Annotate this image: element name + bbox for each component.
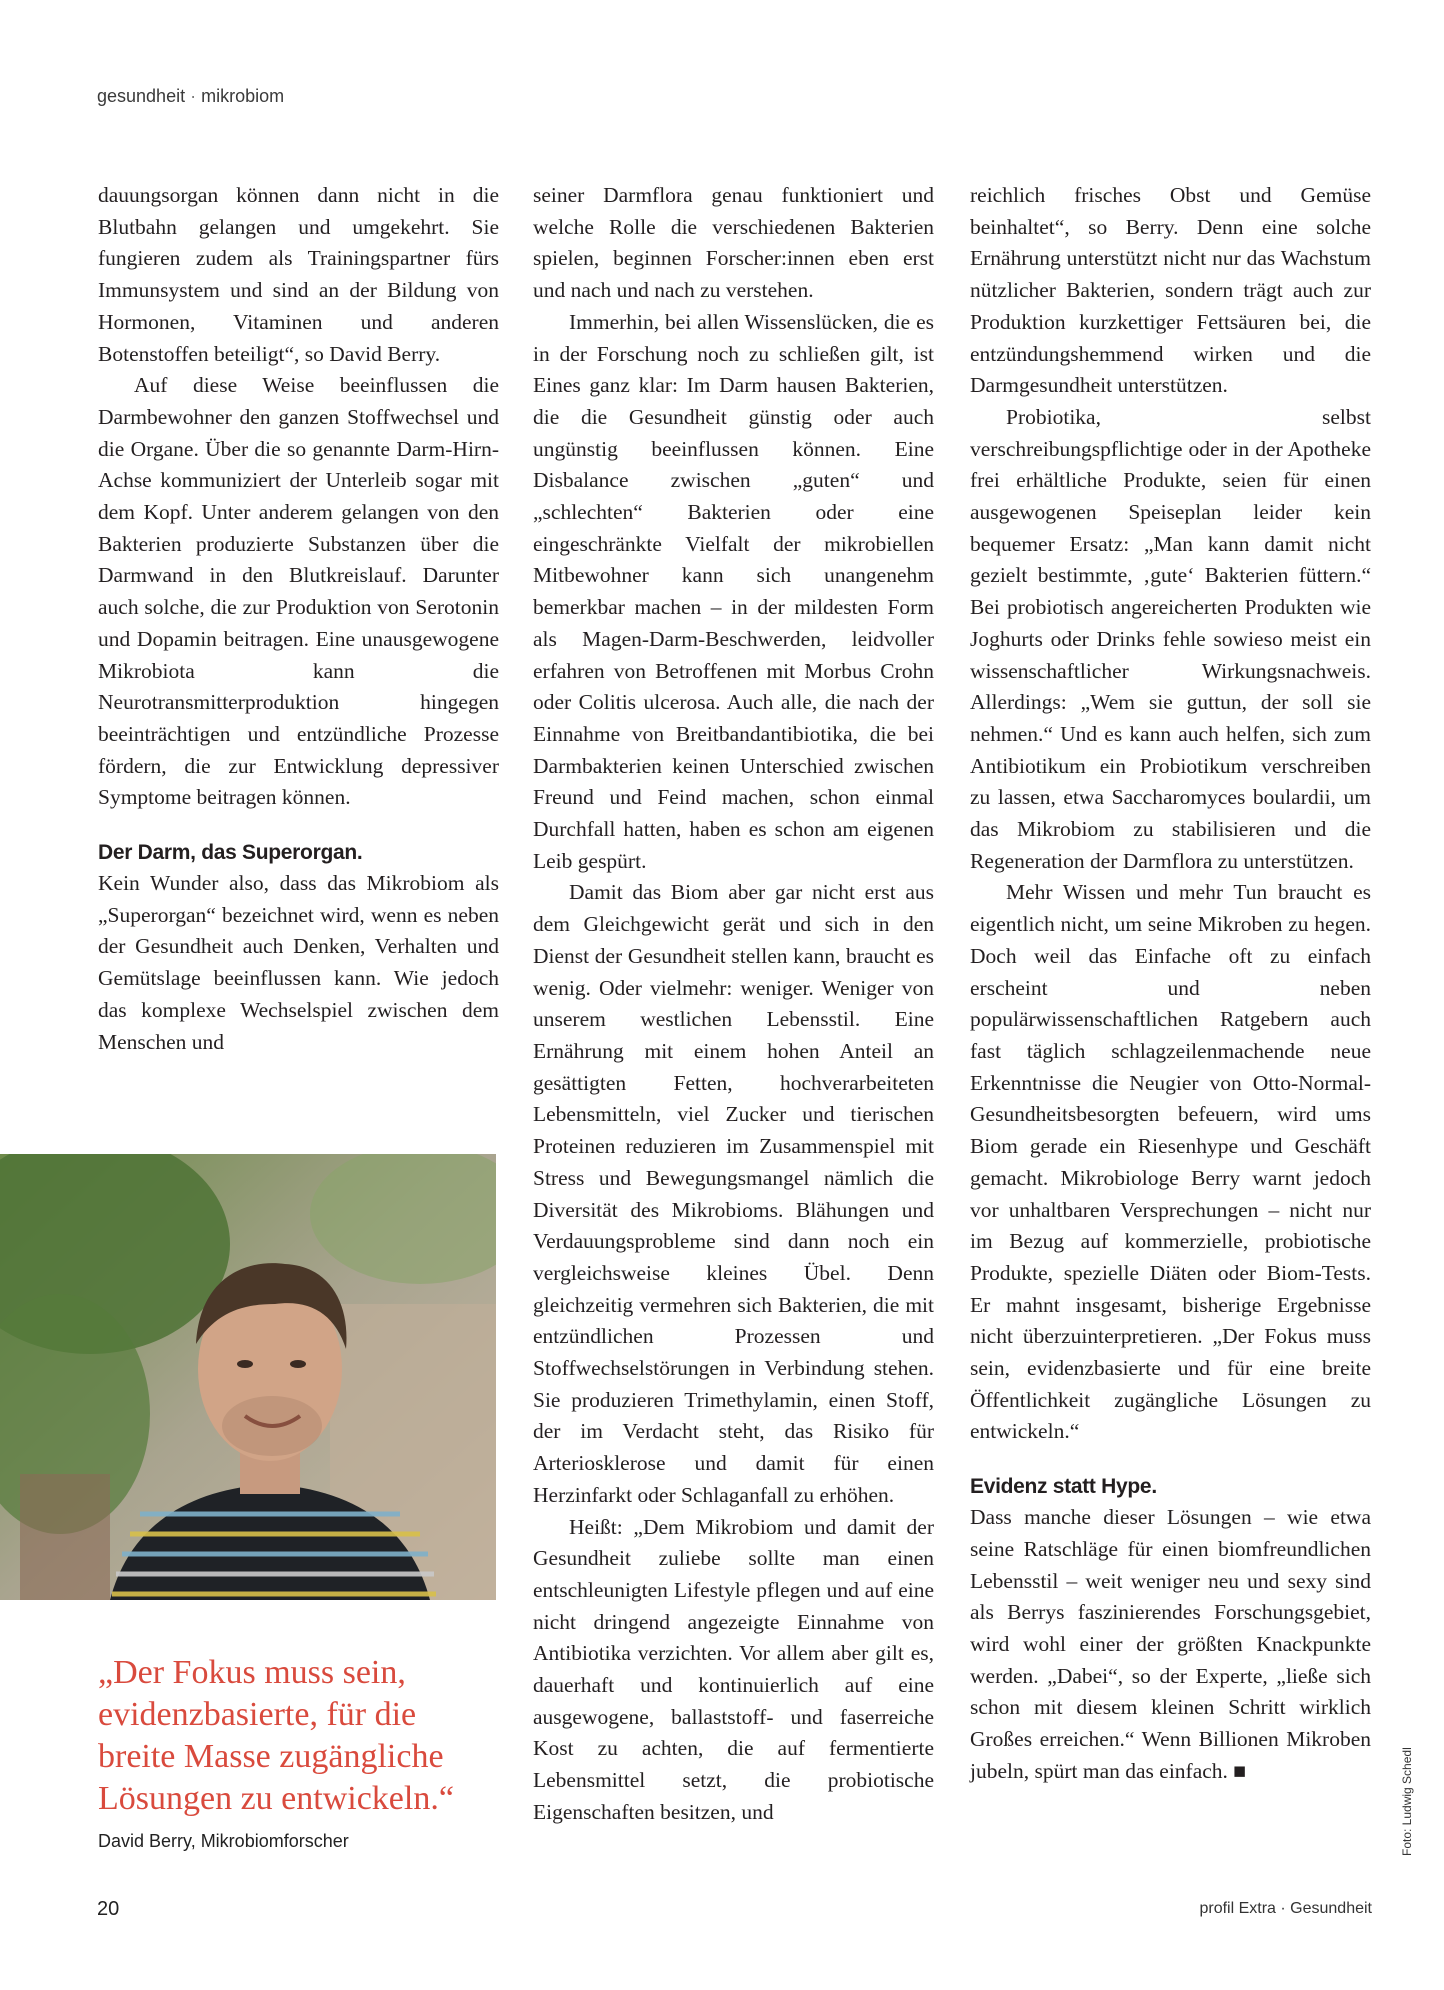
paragraph: seiner Darmflora genau funktioniert und welche Rolle die verschiedenen Bakterien spielen, beginnen Forscher:innen eben erst und nach und nach zu verstehen. (533, 183, 934, 303)
topic-label: mikrobiom (201, 86, 285, 106)
text-column-1 (98, 180, 499, 1058)
subheading: Evidenz statt Hype. (970, 1475, 1157, 1499)
text-column-2 (533, 180, 934, 1829)
paragraph: Mehr Wissen und mehr Tun braucht es eigentlich nicht, um seine Mikroben zu hegen. Doch weil das Einfache oft zu einfach erscheint und neben populärwissenschaftlichen Ratgebern auch fast täglich schlagzeilenmachende neue Erkenntnisse die Neugier von Otto-Normal-Gesundheitsbesorgten befeuern, wird ums Biom gerade ein Riesenhype und Geschäft gemacht. Mikrobiologe Berry warnt jedoch vor unhaltbaren Versprechungen – nicht nur im Bezug auf kommerzielle, probiotische Produkte, spezielle Diäten oder Biom-Tests. Er mahnt insgesamt, bisherige Ergebnisse nicht überzuinterpretieren. „Der Fokus muss sein, evidenzbasierte und für eine breite Öffentlichkeit zugängliche Lösungen zu entwickeln.“ (970, 880, 1371, 1444)
paragraph: Immerhin, bei allen Wissenslücken, die es in der Forschung noch zu schließen gilt, ist Eines ganz klar: Im Darm hausen Bakterien, die die Gesundheit günstig oder auch ungünstig beeinflussen können. Eine Disbalance zwischen „guten“ und „schlechten“ Bakterien oder eine eingeschränkte Vielfalt der mikrobiellen Mitbewohner kann sich unangenehm bemerkbar machen – in der mildesten Form als Magen-Darm-Beschwerden, leidvoller erfahren von Betroffenen mit Morbus Crohn oder Colitis ulcerosa. Auch alle, die nach der Einnahme von Breitbandantibiotika, die bei Darmbakterien keinen Unterschied zwischen Freund und Feind machen, schon einmal Durchfall hatten, haben es schon am eigenen Leib gespürt. (533, 309, 934, 873)
paragraph: dauungsorgan können dann nicht in die Blutbahn gelangen und umgekehrt. Sie fungieren zudem als Trainingspartner fürs Immunsystem und sind an der Bildung von Hormonen, Vitaminen und anderen Botenstoffen beteiligt“, so David Berry. (98, 183, 499, 366)
paragraph: Auf diese Weise beeinflussen die Darmbewohner den ganzen Stoffwechsel und die Organe. Über die so genannte Darm-Hirn-Achse kommuniziert der Unterleib sogar mit dem Kopf. Unter anderem gelangen von den Bakterien produzierte Substanzen über die Darmwand in den Blutkreislauf. Darunter auch solche, die zur Produktion von Serotonin und Dopamin beitragen. Eine unausgewogene Mikrobiota kann die Neurotransmitterproduktion hingegen beeinträchtigen und entzündliche Prozesse fördern, die zur Entwicklung depressiver Symptome beitragen können. (98, 373, 499, 810)
paragraph: reichlich frisches Obst und Gemüse beinhaltet“, so Berry. Denn eine solche Ernährung unterstützt nicht nur das Wachstum nützlicher Bakterien, sondern trägt auch zur Produktion kurzkettiger Fettsäuren bei, die entzündungshemmend wirken und die Darmgesundheit unterstützen. (970, 183, 1371, 398)
pull-quote: „Der Fokus muss sein, evidenzbasierte, für die breite Masse zugängliche Lösungen zu entwickeln.“ (98, 1654, 454, 1817)
quote-attribution: David Berry, Mikrobiomforscher (98, 1831, 349, 1851)
section-label: gesundheit (97, 86, 186, 106)
subheading: Der Darm, das Superorgan. (98, 841, 363, 865)
paragraph: Kein Wunder also, dass das Mikrobiom als „Superorgan“ bezeichnet wird, wenn es neben der Gesundheit auch Denken, Verhalten und Gemütslage beeinflussen kann. Wie jedoch das komplexe Wechselspiel zwischen dem Menschen und (98, 871, 499, 1054)
paragraph: Dass manche dieser Lösungen – wie etwa seine Ratschläge für einen biomfreundlichen Lebensstil – weit weniger neu und sexy sind als Berrys faszinierendes Forschungsgebiet, wird wohl einer der größten Knackpunkte werden. „Dabei“, so der Experte, „ließe sich schon mit diesem kleinen Schritt wirklich Großes erreichen.“ Wenn Billionen Mikroben jubeln, spürt man das einfach. ■ (970, 1505, 1371, 1783)
paragraph: Damit das Biom aber gar nicht erst aus dem Gleichgewicht gerät und sich in den Dienst der Gesundheit stellen kann, braucht es wenig. Oder vielmehr: weniger. Weniger von unserem westlichen Lebensstil. Eine Ernährung mit einem hohen Anteil an gesättigten Fetten, hochverarbeiteten Lebensmitteln, viel Zucker und tierischen Proteinen reduzieren im Zusammenspiel mit Stress und Bewegungsmangel nämlich die Diversität des Mikrobioms. Blähungen und Verdauungsprobleme sind dann noch ein vergleichsweise kleines Übel. Denn gleichzeitig vermehren sich Bakterien, die mit entzündlichen Prozessen und Stoffwechselstörungen in Verbindung stehen. Sie produzieren Trimethylamin, einen Stoff, der im Verdacht steht, das Risiko für Arteriosklerose und damit für einen Herzinfarkt oder Schlaganfall zu erhöhen. (533, 880, 934, 1507)
page-number: 20 (97, 1898, 120, 1920)
portrait-photo (0, 1154, 496, 1600)
text-column-3 (970, 180, 1371, 1787)
header-separator: · (190, 86, 197, 106)
paragraph: Heißt: „Dem Mikrobiom und damit der Gesundheit zuliebe sollte man einen entschleunigten Lifestyle pflegen und auf eine nicht dringend angezeigte Einnahme von Antibiotika verzichten. Vor allem aber gilt es, dauerhaft und kontinuierlich auf eine ausgewogene, ballaststoff- und faserreiche Kost zu achten, die auf fermentierte Lebensmittel setzt, die probiotische Eigenschaften besitzen, und (533, 1514, 934, 1824)
photo-credit: Foto: Ludwig Schedl (1400, 1747, 1414, 1856)
running-header (97, 86, 284, 107)
paragraph: Probiotika, selbst verschreibungspflichtige oder in der Apotheke frei erhältliche Produkte, seien für einen ausgewogenen Speiseplan leider kein bequemer Ersatz: „Man kann damit nicht gezielt bestimmte, ‚gute‘ Bakterien füttern.“ Bei probiotisch angereicherten Produkten wie Joghurts oder Drinks fehle sowieso meist ein wissenschaftlicher Wirkungsnachweis. Allerdings: „Wem sie guttun, der soll sie nehmen.“ Und es kann auch helfen, sich zum Antibiotikum ein Probiotikum verschreiben zu lassen, etwa Saccharomyces boulardii, um das Mikrobiom zu stabilisieren und die Regeneration der Darmflora zu unterstützen. (970, 404, 1371, 873)
publication-footer: profil Extra · Gesundheit (1199, 1900, 1372, 1917)
